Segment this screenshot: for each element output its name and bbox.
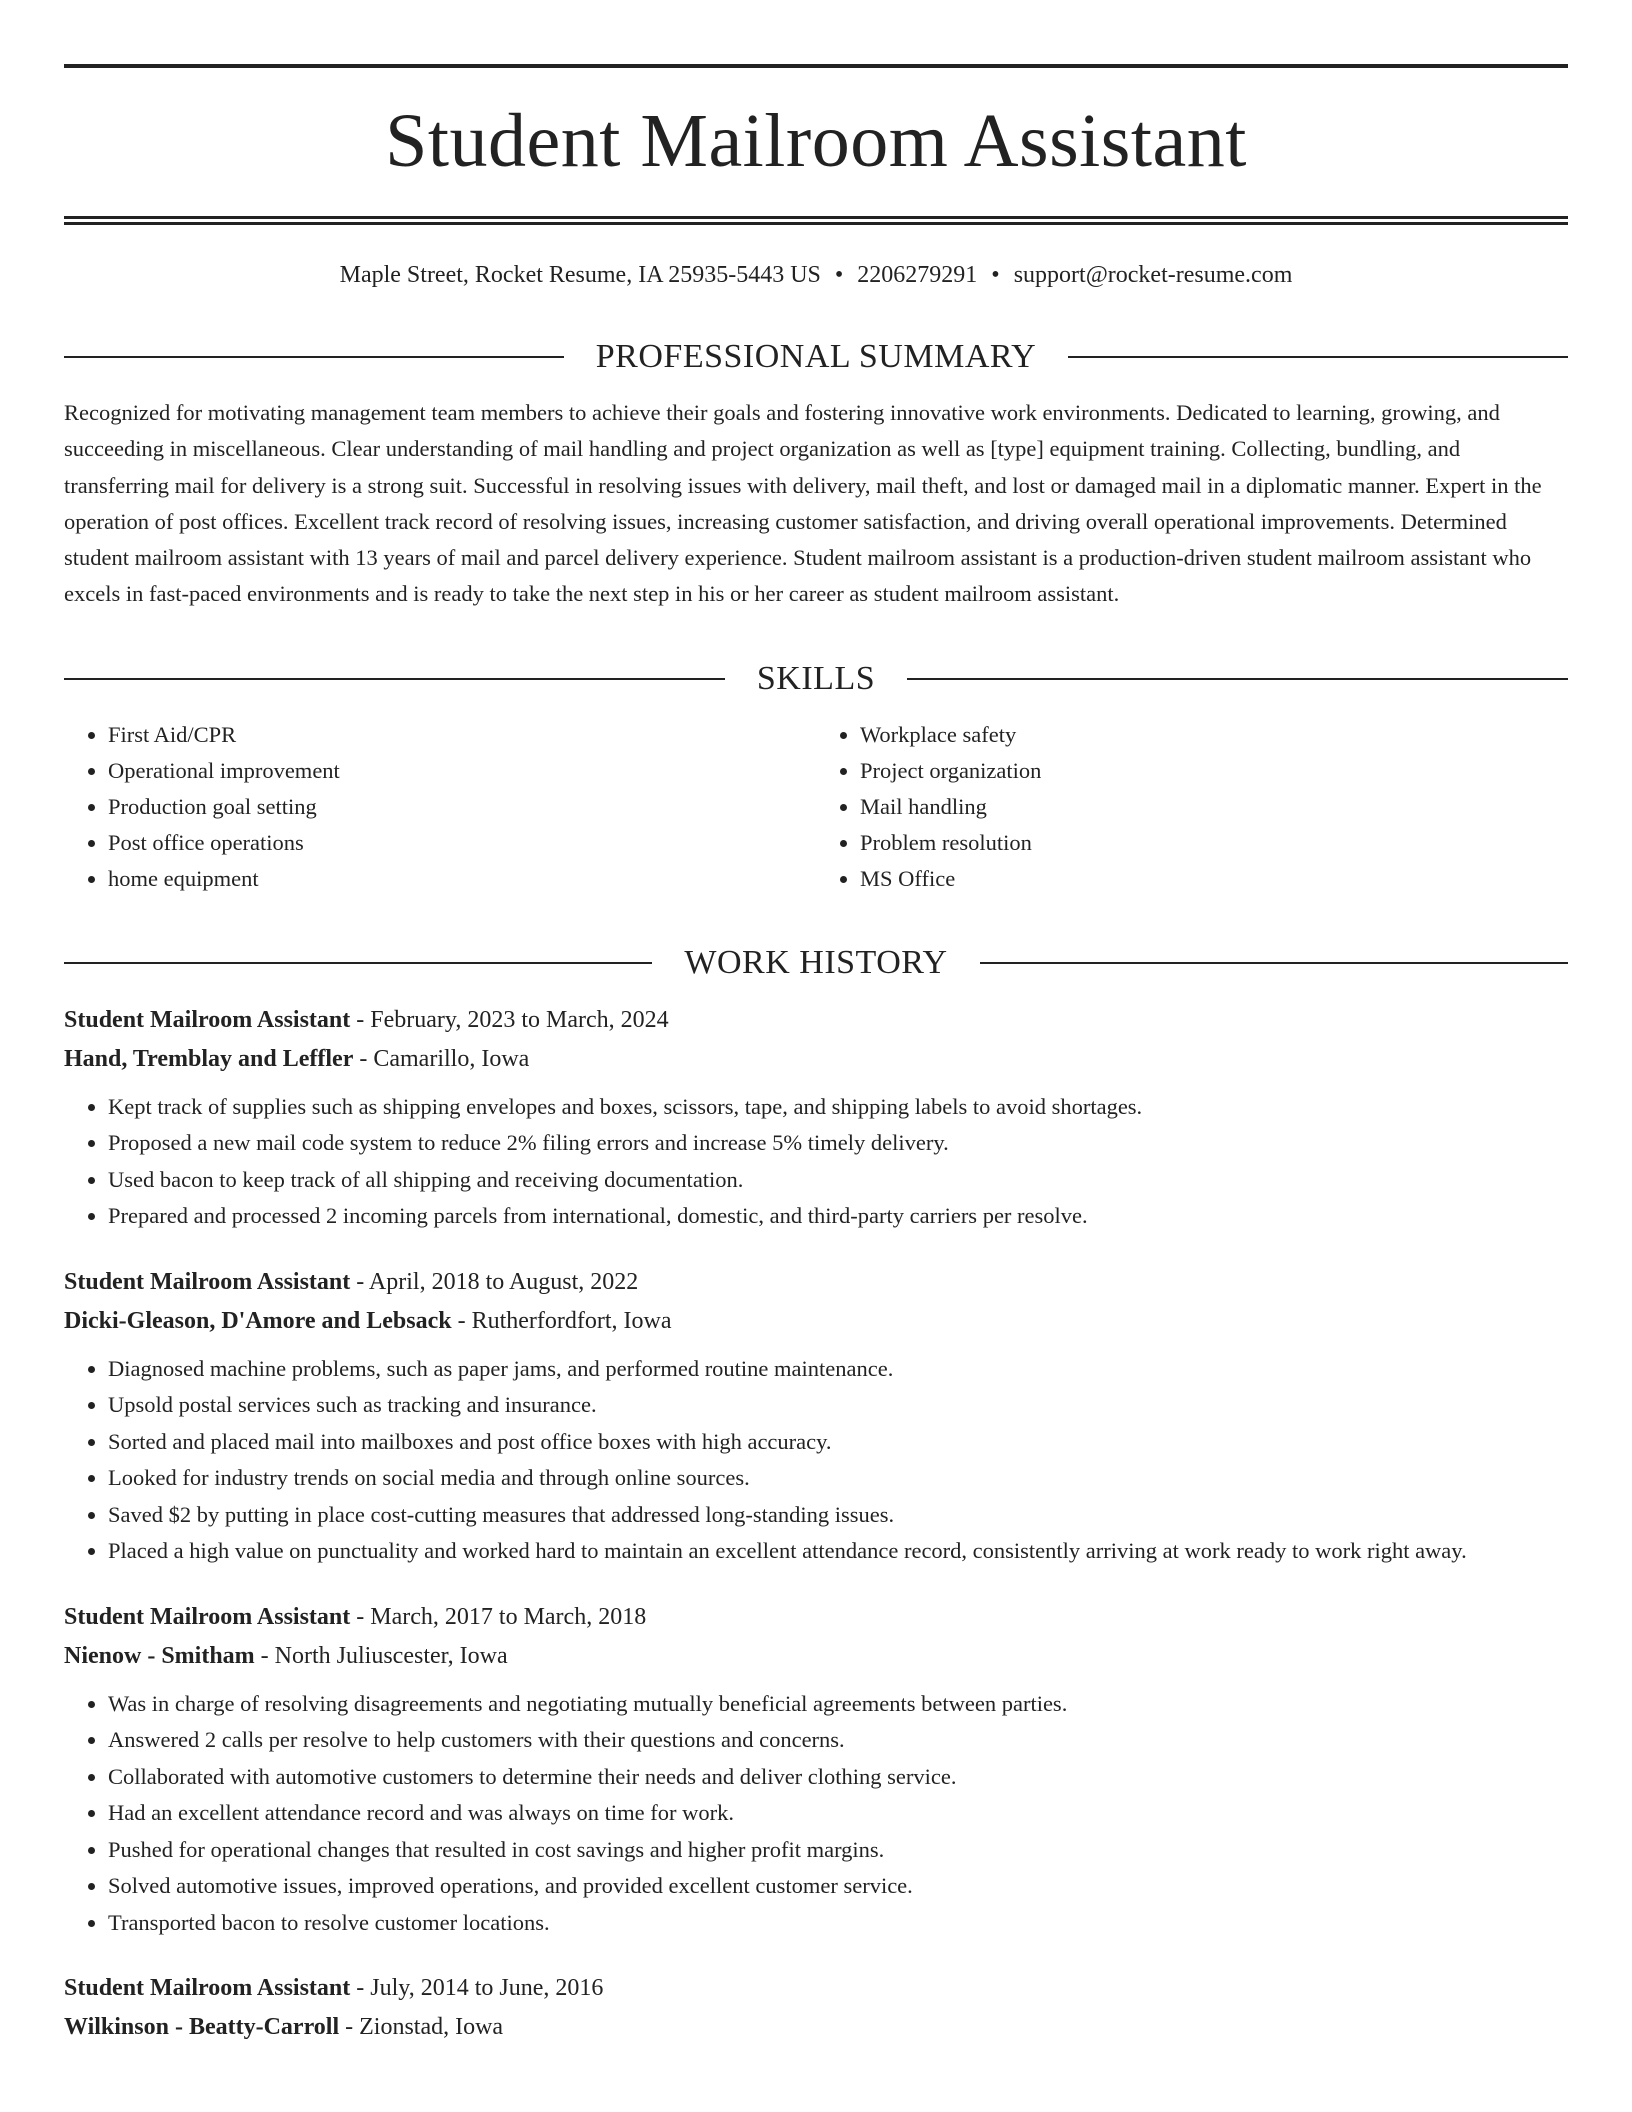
job-bullets [64, 1351, 1568, 1570]
job-company: Nienow - Smitham [64, 1642, 255, 1669]
job-bullet: • Sorted and placed mail into mailboxes and post office boxes with high accuracy. [108, 1424, 1568, 1461]
section-rule [64, 962, 652, 964]
summary-section-header [64, 337, 1568, 377]
job-bullet: • Kept track of supplies such as shipping envelopes and boxes, scissors, tape, and shipping labels to avoid shortages. [108, 1089, 1568, 1126]
job-entry [64, 1969, 1568, 2047]
job-title-line [64, 1263, 1568, 1302]
section-rule [907, 678, 1568, 680]
skill-item: • Post office operations [108, 825, 816, 861]
job-dates: - July, 2014 to June, 2016 [350, 1975, 604, 2002]
job-title-line [64, 1598, 1568, 1637]
work-heading: WORK HISTORY [684, 943, 948, 981]
job-title-line [64, 1969, 1568, 2008]
job-dates: - March, 2017 to March, 2018 [350, 1603, 647, 1630]
skills-heading: SKILLS [756, 659, 876, 697]
summary-heading: PROFESSIONAL SUMMARY [595, 338, 1037, 375]
skill-item: • Problem resolution [860, 825, 1568, 861]
contact-phone: 2206279291 [857, 262, 978, 288]
job-bullet: • Was in charge of resolving disagreements and negotiating mutually beneficial agreements between parties. [108, 1686, 1568, 1723]
job-company-line [64, 1040, 1568, 1079]
contact-address: Maple Street, Rocket Resume, IA 25935-5443 US [339, 262, 821, 288]
job-bullet: • Proposed a new mail code system to reduce 2% filing errors and increase 5% timely delivery. [108, 1125, 1568, 1162]
job-company-line [64, 1302, 1568, 1341]
job-company-line [64, 1637, 1568, 1676]
skills-list [64, 717, 1568, 897]
top-rule [64, 64, 1568, 68]
job-location: - Rutherfordfort, Iowa [451, 1307, 672, 1334]
job-entry [64, 1598, 1568, 1942]
title-double-rule [64, 216, 1568, 225]
skill-item: • First Aid/CPR [108, 717, 816, 753]
job-bullet: • Collaborated with automotive customers to determine their needs and deliver clothing service. [108, 1759, 1568, 1796]
skill-item: • Mail handling [860, 789, 1568, 825]
job-bullet: • Diagnosed machine problems, such as paper jams, and performed routine maintenance. [108, 1351, 1568, 1388]
section-rule [1068, 356, 1568, 358]
section-rule [980, 962, 1568, 964]
job-bullet: • Saved $2 by putting in place cost-cutting measures that addressed long-standing issues. [108, 1497, 1568, 1534]
work-section-header [64, 943, 1568, 983]
skill-item: • Production goal setting [108, 789, 816, 825]
skills-column-left [64, 717, 816, 897]
job-bullet: • Placed a high value on punctuality and worked hard to maintain an excellent attendance record, consistently arriving at work ready to work right away. [108, 1533, 1568, 1570]
section-rule [64, 356, 564, 358]
job-company: Dicki-Gleason, D'Amore and Lebsack [64, 1307, 452, 1334]
job-bullet: • Looked for industry trends on social media and through online sources. [108, 1460, 1568, 1497]
job-bullet: • Solved automotive issues, improved operations, and provided excellent customer service. [108, 1868, 1568, 1905]
job-location: - North Juliuscester, Iowa [254, 1642, 508, 1669]
skill-item: • home equipment [108, 861, 816, 897]
page-title: Student Mailroom Assistant [385, 99, 1247, 183]
job-bullet: • Transported bacon to resolve customer locations. [108, 1905, 1568, 1942]
skill-item: • Workplace safety [860, 717, 1568, 753]
job-company: Hand, Tremblay and Leffler [64, 1045, 354, 1072]
job-title: Student Mailroom Assistant [64, 1268, 351, 1295]
job-title: Student Mailroom Assistant [64, 1006, 351, 1033]
job-title-line [64, 1001, 1568, 1040]
job-title: Student Mailroom Assistant [64, 1975, 351, 2002]
job-company: Wilkinson - Beatty-Carroll [64, 2014, 340, 2041]
job-entry [64, 1263, 1568, 1570]
contact-separator: • [834, 262, 844, 288]
job-bullets [64, 1686, 1568, 1942]
resume-page [64, 64, 1568, 2075]
skill-item: • Project organization [860, 753, 1568, 789]
job-bullets [64, 1089, 1568, 1235]
skills-section-header [64, 659, 1568, 699]
summary-text: Recognized for motivating management team members to achieve their goals and fostering innovative work environments. Dedicated to learning, growing, and succeeding in miscellaneous. Clear understanding of mail handling and project organization as well as [type] equipment training. Collecting, bundling, and transferring mail for delivery is a strong suit. Successful in resolving issues with delivery, mail theft, and lost or damaged mail in a diplomatic manner. Expert in the operation of post offices. Excellent track record of resolving issues, increasing customer satisfaction, and driving overall operational improvements. Determined student mailroom assistant with 13 years of mail and parcel delivery experience. Student mailroom assistant is a production-driven student mailroom assistant who excels in fast-paced environments and is ready to take the next step in his or her career as student mailroom assistant. [64, 400, 1542, 607]
contact-separator: • [991, 262, 1000, 288]
job-bullet: • Upsold postal services such as tracking and insurance. [108, 1387, 1568, 1424]
job-bullet: • Used bacon to keep track of all shipping and receiving documentation. [108, 1162, 1568, 1199]
job-bullet: • Had an excellent attendance record and was always on time for work. [108, 1795, 1568, 1832]
skill-item: • MS Office [860, 861, 1568, 897]
job-location: - Zionstad, Iowa [339, 2014, 504, 2041]
section-rule [64, 678, 725, 680]
job-location: - Camarillo, Iowa [353, 1045, 530, 1072]
job-bullet: • Answered 2 calls per resolve to help customers with their questions and concerns. [108, 1722, 1568, 1759]
job-title: Student Mailroom Assistant [64, 1603, 351, 1630]
skills-column-right [816, 717, 1568, 897]
contact-email: support@rocket-resume.com [1013, 262, 1293, 288]
job-bullet: • Pushed for operational changes that resulted in cost savings and higher profit margins. [108, 1832, 1568, 1869]
contact-line [64, 259, 1568, 291]
job-dates: - April, 2018 to August, 2022 [350, 1268, 639, 1295]
job-company-line [64, 2008, 1568, 2047]
job-bullet: • Prepared and processed 2 incoming parcels from international, domestic, and third-party carriers per resolve. [108, 1198, 1568, 1235]
skill-item: • Operational improvement [108, 753, 816, 789]
job-dates: - February, 2023 to March, 2024 [350, 1006, 669, 1033]
job-entry [64, 1001, 1568, 1235]
